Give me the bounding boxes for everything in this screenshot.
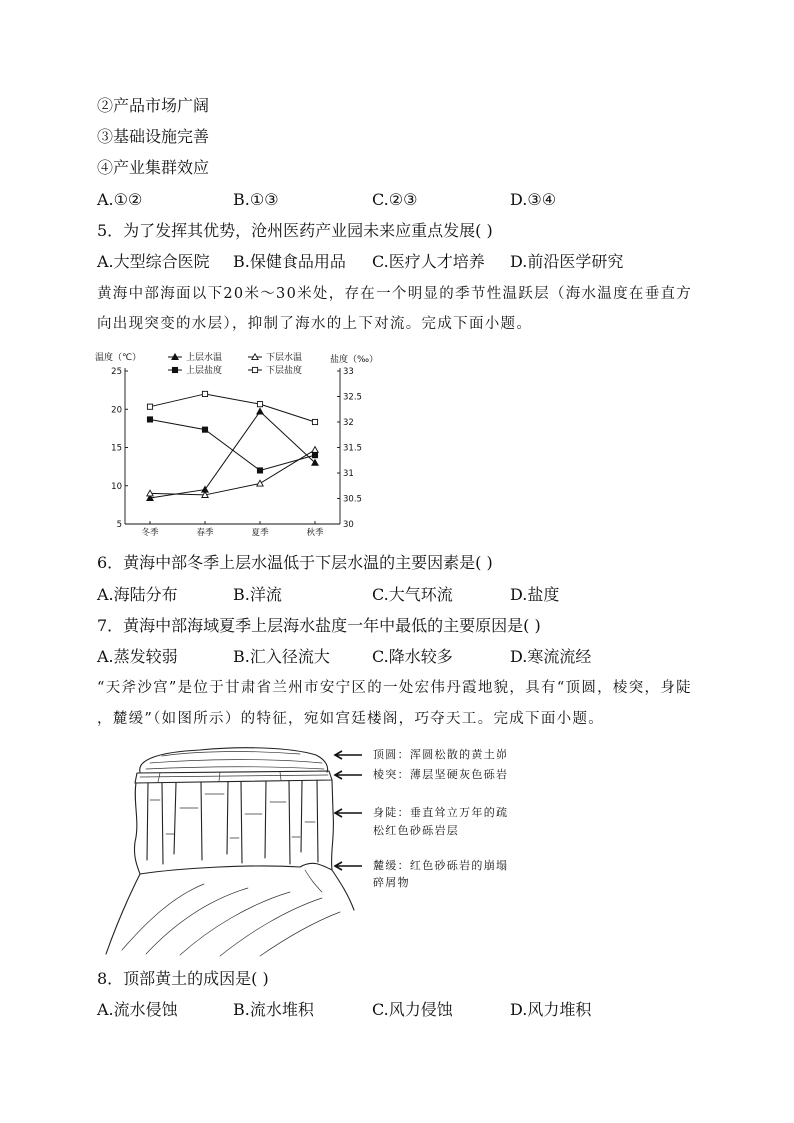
- series-4-point: [202, 391, 207, 396]
- q5-options: [0, 252, 794, 272]
- arrow-body: [335, 809, 362, 817]
- right-tick-label: 32: [343, 418, 354, 428]
- q7-stem: 7．黄海中部海域夏季上层海水盐度一年中最低的主要原因是( ): [97, 616, 541, 635]
- q6-stem: 6．黄海中部冬季上层水温低于下层水温的主要因素是( ): [97, 553, 493, 572]
- series-line-3: [150, 419, 315, 470]
- rock-body-right-edge: [332, 780, 334, 870]
- q7-option-c: C.降水较多: [372, 647, 453, 666]
- rock-columns: [147, 780, 318, 864]
- label-steep-body-line-1: 身陡：垂直耸立万年的疏: [373, 806, 509, 819]
- label-steep-body-line-2: 松红色砂砾岩层: [373, 824, 460, 837]
- q4-option-b: B.①③: [233, 190, 279, 209]
- x-category-label: 冬季: [141, 528, 159, 538]
- right-tick-label: 31.5: [343, 443, 362, 454]
- slope-outline-top: [140, 863, 354, 910]
- series-4-point: [257, 402, 262, 407]
- q8-option-a: A.流水侵蚀: [97, 1000, 178, 1019]
- q5-option-c: C.医疗人才培养: [372, 252, 485, 271]
- label-ledge: 棱突：薄层坚硬灰色砾岩: [373, 768, 509, 781]
- q4-options: [0, 190, 794, 210]
- q7-options: [0, 647, 794, 667]
- q4-option-d: D.③④: [510, 190, 557, 209]
- label-gentle-foot-line-1: 麓缓：红色砂砾岩的崩塌: [373, 859, 509, 872]
- right-tick-label: 32.5: [343, 392, 362, 403]
- legend-label-1: 上层水温: [186, 353, 223, 363]
- series-2-point: [257, 480, 263, 486]
- legend-marker-3: [172, 367, 177, 372]
- q5-option-a: A.大型综合医院: [97, 252, 210, 271]
- left-axis-label: 温度（℃）: [95, 353, 142, 363]
- right-tick-label: 30.5: [343, 494, 362, 505]
- passage1-line-2: 向出现突变的水层），抑制了海水的上下对流。完成下面小题。: [97, 316, 533, 332]
- left-tick-label: 15: [111, 443, 122, 454]
- q7-option-d: D.寒流流经: [510, 647, 592, 666]
- q6-option-b: B.洋流: [233, 585, 282, 604]
- q5-stem: 5．为了发挥其优势，沧州医药产业园未来应重点发展( ): [97, 221, 493, 240]
- passage1-line-1: 黄海中部海面以下20米～30米处，存在一个明显的季节性温跃层（海水温度在垂直方: [97, 286, 693, 302]
- chart-canvas: [90, 345, 385, 545]
- label-top-round: 顶圆：浑圆松散的黄土峁: [373, 748, 509, 761]
- label-arrows: [335, 751, 362, 870]
- passage2-line-2: ，麓缓”（如图所示）的特征，宛如宫廷楼阁，巧夺天工。完成下面小题。: [97, 711, 605, 727]
- q8-options: [0, 1000, 794, 1020]
- slope-hatching: [122, 870, 340, 956]
- label-gentle-foot-line-2: 碎屑物: [373, 876, 410, 889]
- left-tick-label: 25: [111, 367, 122, 377]
- series-3-point: [257, 468, 262, 473]
- legend-label-2: 下层水温: [266, 353, 303, 363]
- right-tick-label: 30: [343, 520, 354, 530]
- x-category-label: 夏季: [251, 528, 269, 538]
- arrow-ledge: [335, 771, 362, 779]
- series-3-point: [312, 453, 317, 458]
- q8-option-b: B.流水堆积: [233, 1000, 314, 1019]
- arrow-top: [335, 751, 362, 759]
- rock-cap-texture: [146, 752, 324, 769]
- q6-option-d: D.盐度: [510, 585, 560, 604]
- passage2-line-1: “天斧沙宫”是位于甘肃省兰州市安宁区的一处宏伟丹霞地貌，具有“顶圆，棱突，身陡: [97, 680, 692, 696]
- q5-option-d: D.前沿医学研究: [510, 252, 624, 271]
- series-line-4: [150, 394, 315, 422]
- legend-marker-4: [252, 367, 257, 372]
- right-tick-label: 33: [343, 367, 354, 377]
- statement-item-2: ②产品市场广阔: [97, 96, 210, 115]
- x-category-label: 春季: [196, 528, 214, 538]
- rock-body-left-edge: [134, 783, 140, 874]
- q8-stem: 8．顶部黄土的成因是( ): [97, 969, 269, 988]
- series-3-point: [202, 427, 207, 432]
- series-3-point: [147, 417, 152, 422]
- series-4-point: [147, 404, 152, 409]
- legend-label-4: 下层盐度: [266, 366, 303, 376]
- left-tick-label: 10: [111, 481, 122, 492]
- left-tick-label: 5: [116, 520, 122, 530]
- temperature-salinity-chart: [90, 345, 385, 545]
- series-4-point: [312, 419, 317, 424]
- q4-option-c: C.②③: [372, 190, 418, 209]
- right-tick-label: 31: [343, 469, 354, 479]
- q7-option-a: A.蒸发较弱: [97, 647, 178, 666]
- arrow-foot: [335, 862, 362, 870]
- series-2-point: [312, 447, 318, 453]
- q4-option-a: A.①②: [97, 190, 143, 209]
- q5-option-b: B.保健食品用品: [233, 252, 346, 271]
- q7-option-b: B.汇入径流大: [233, 647, 330, 666]
- statement-item-4: ④产业集群效应: [97, 158, 210, 177]
- series-line-2: [150, 450, 315, 495]
- right-axis-label: 盐度（‰）: [330, 355, 379, 365]
- left-tick-label: 20: [111, 405, 122, 416]
- q6-option-c: C.大气环流: [372, 585, 453, 604]
- q8-option-c: C.风力侵蚀: [372, 1000, 453, 1019]
- q6-option-a: A.海陆分布: [97, 585, 178, 604]
- statement-item-3: ③基础设施完善: [97, 127, 210, 146]
- slope-outline-left: [106, 874, 140, 954]
- legend-label-3: 上层盐度: [186, 366, 223, 376]
- x-category-label: 秋季: [306, 528, 324, 538]
- series-1-point: [257, 408, 263, 414]
- q8-option-d: D.风力堆积: [510, 1000, 592, 1019]
- q6-options: [0, 585, 794, 605]
